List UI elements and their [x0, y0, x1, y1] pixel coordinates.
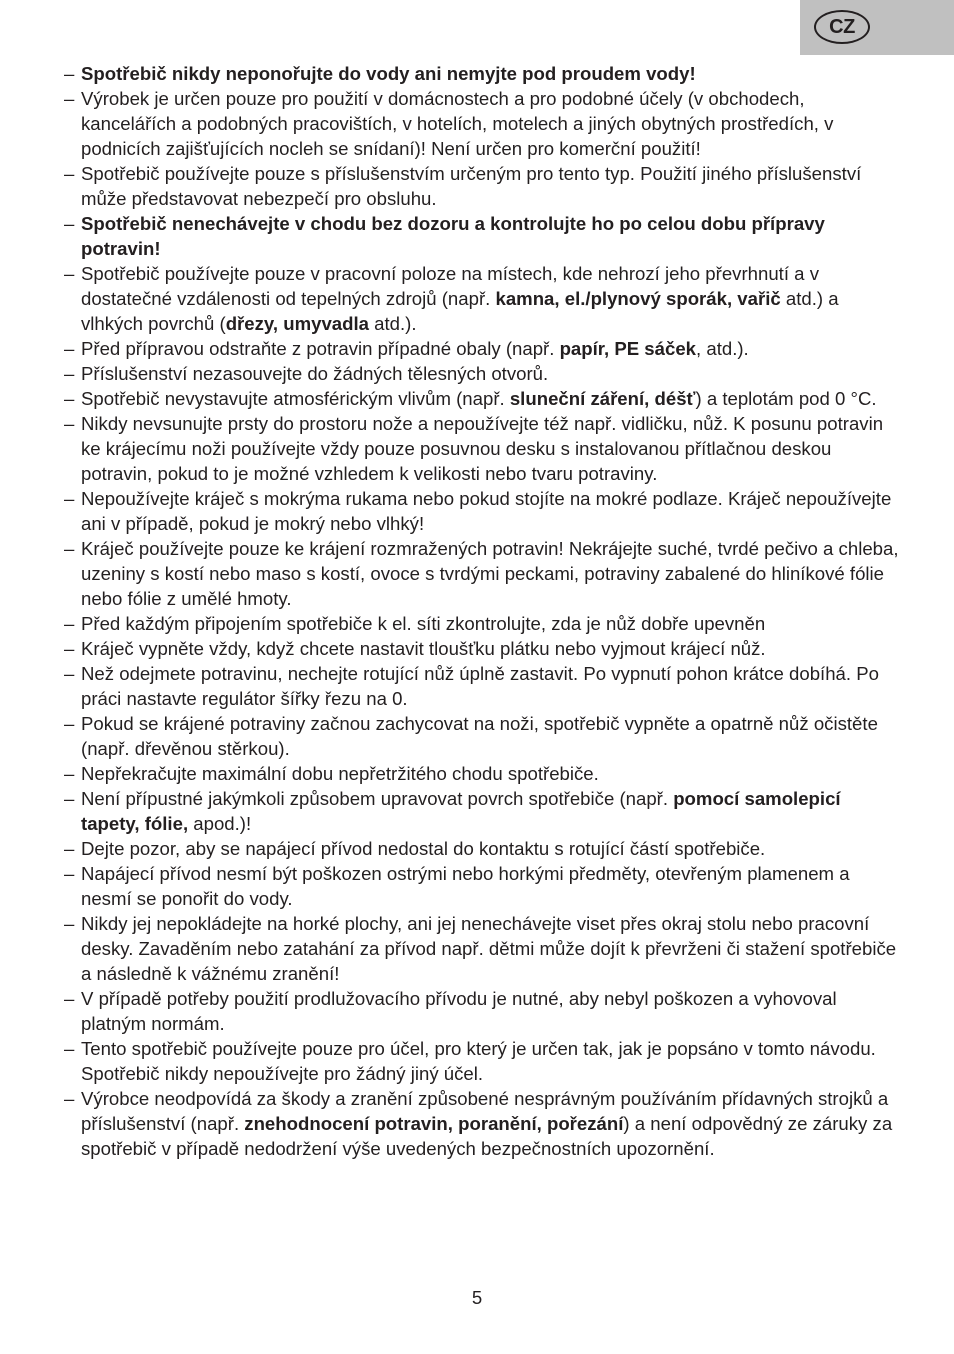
text-segment: Tento spotřebič používejte pouze pro účel, pro který je určen tak, jak je popsáno v tomto návodu. Spotřebič nikdy nepoužívejte pro žádný jiný účel.	[81, 1038, 876, 1084]
bullet-dash: –	[64, 63, 75, 84]
list-item	[64, 1036, 904, 1086]
safety-instructions-list	[64, 61, 904, 1161]
list-item	[64, 411, 904, 486]
bold-text: znehodnocení potravin, poranění, pořezání	[244, 1113, 624, 1134]
text-segment: Spotřebič používejte pouze s příslušenstvím určeným pro tento typ. Použití jiného příslušenství může představovat nebezpečí pro obsluhu.	[81, 163, 862, 209]
list-item	[64, 786, 904, 836]
text-segment: V případě potřeby použití prodlužovacího přívodu je nutné, aby nebyl poškozen a vyhovoval platným normám.	[81, 988, 837, 1034]
bold-text: dřezy, umyvadla	[225, 313, 369, 334]
bullet-dash: –	[64, 538, 75, 559]
list-item	[64, 836, 904, 861]
text-segment: Není přípustné jakýmkoli způsobem upravovat povrch spotřebiče (např.	[81, 788, 674, 809]
bullet-dash: –	[64, 913, 75, 934]
text-segment: , atd.).	[696, 338, 749, 359]
list-item	[64, 1086, 904, 1161]
bold-text: papír, PE sáček	[559, 338, 697, 359]
bullet-dash: –	[64, 413, 75, 434]
bullet-dash: –	[64, 1038, 75, 1059]
bold-text: Spotřebič nenechávejte v chodu bez dozoru a kontrolujte ho po celou dobu přípravy potravin!	[81, 213, 825, 259]
text-segment: Výrobce neodpovídá za škody a zranění způsobené nesprávným používáním přídavných strojků a příslušenství (např.	[81, 1088, 889, 1134]
text-segment: apod.)!	[188, 813, 252, 834]
text-segment: Před přípravou odstraňte z potravin případné obaly (např.	[81, 338, 560, 359]
list-item	[64, 486, 904, 536]
bullet-dash: –	[64, 838, 75, 859]
bold-text: pomocí samolepicí tapety, fólie,	[81, 788, 841, 834]
bullet-dash: –	[64, 788, 75, 809]
list-item	[64, 61, 904, 86]
text-segment: atd.) a vlhkých povrchů (	[81, 288, 839, 334]
list-item	[64, 261, 904, 336]
list-item	[64, 386, 904, 411]
language-badge: CZ	[814, 10, 870, 44]
bullet-dash: –	[64, 338, 75, 359]
text-segment: ) a teplotám pod 0 °C.	[695, 388, 877, 409]
bullet-dash: –	[64, 88, 75, 109]
bold-text: sluneční záření, déšť	[509, 388, 696, 409]
bullet-dash: –	[64, 988, 75, 1009]
text-segment: Napájecí přívod nesmí být poškozen ostrými nebo horkými předměty, otevřeným plamenem a nesmí se ponořit do vody.	[81, 863, 850, 909]
bold-text: kamna, el./plynový sporák, vařič	[495, 288, 781, 309]
text-segment: Pokud se krájené potraviny začnou zachycovat na noži, spotřebič vypněte a opatrně nůž očistěte (např. dřevěnou stěrkou).	[81, 713, 878, 759]
bullet-dash: –	[64, 613, 75, 634]
bullet-dash: –	[64, 388, 75, 409]
bullet-dash: –	[64, 638, 75, 659]
list-item	[64, 161, 904, 211]
list-item	[64, 86, 904, 161]
bullet-dash: –	[64, 1088, 75, 1109]
bold-text: Spotřebič nikdy neponořujte do vody ani nemyjte pod proudem vody!	[81, 63, 696, 84]
bullet-dash: –	[64, 713, 75, 734]
list-item	[64, 661, 904, 711]
language-tab	[800, 0, 954, 55]
text-segment: Před každým připojením spotřebiče k el. síti zkontrolujte, zda je nůž dobře upevněn	[81, 613, 766, 634]
list-item	[64, 536, 904, 611]
text-segment: Nepřekračujte maximální dobu nepřetržitého chodu spotřebiče.	[81, 763, 599, 784]
list-item	[64, 211, 904, 261]
text-segment: Spotřebič nevystavujte atmosférickým vlivům (např.	[81, 388, 510, 409]
list-item	[64, 361, 904, 386]
text-segment: Kráječ vypněte vždy, když chcete nastavit tloušťku plátku nebo vyjmout krájecí nůž.	[81, 638, 766, 659]
list-item	[64, 611, 904, 636]
text-segment: ) a není odpovědný ze záruky za spotřebič v případě nedodržení výše uvedených bezpečnostních upozornění.	[81, 1113, 893, 1159]
bullet-dash: –	[64, 213, 75, 234]
text-segment: Nikdy nevsunujte prsty do prostoru nože a nepoužívejte též např. vidličku, nůž. K posunu potravin ke krájecímu noži používejte vždy pouze posuvnou desku s instalovanou přítlačnou deskou potravin, pokud to je možné vzhledem k velikosti nebo tvaru potraviny.	[81, 413, 884, 484]
list-item	[64, 761, 904, 786]
bullet-dash: –	[64, 488, 75, 509]
bullet-dash: –	[64, 763, 75, 784]
list-item	[64, 986, 904, 1036]
bullet-dash: –	[64, 663, 75, 684]
bullet-dash: –	[64, 863, 75, 884]
list-item	[64, 711, 904, 761]
list-item	[64, 636, 904, 661]
text-segment: Nepoužívejte kráječ s mokrýma rukama nebo pokud stojíte na mokré podlaze. Kráječ nepoužívejte ani v případě, pokud je mokrý nebo vlhký!	[81, 488, 892, 534]
page-number: 5	[471, 1287, 483, 1308]
bullet-dash: –	[64, 263, 75, 284]
text-segment: Dejte pozor, aby se napájecí přívod nedostal do kontaktu s rotující částí spotřebiče.	[81, 838, 766, 859]
list-item	[64, 911, 904, 986]
list-item	[64, 861, 904, 911]
bullet-dash: –	[64, 163, 75, 184]
text-segment: Příslušenství nezasouvejte do žádných tělesných otvorů.	[81, 363, 549, 384]
text-segment: Kráječ používejte pouze ke krájení rozmražených potravin! Nekrájejte suché, tvrdé pečivo a chleba, uzeniny s kostí nebo maso s kostí, ovoce s tvrdými peckami, potraviny zabalené do hliníkové fólie nebo fólie z umělé hmoty.	[81, 538, 899, 609]
text-segment: Nikdy jej nepokládejte na horké plochy, ani jej nenechávejte viset přes okraj stolu nebo pracovní desky. Zavaděním nebo zatahání za přívod např. dětmi může dojít k převrženi či stažení spotřebiče a následně k vážnému zranění!	[81, 913, 897, 984]
text-segment: Než odejmete potravinu, nechejte rotující nůž úplně zastavit. Po vypnutí pohon krátce dobíhá. Po práci nastavte regulátor šířky řezu na 0.	[81, 663, 879, 709]
list-item	[64, 336, 904, 361]
text-segment: atd.).	[369, 313, 417, 334]
bullet-dash: –	[64, 363, 75, 384]
text-segment: Spotřebič používejte pouze v pracovní poloze na místech, kde nehrozí jeho převrhnutí a v dostatečné vzdálenosti od tepelných zdrojů (např.	[81, 263, 819, 309]
text-segment: Výrobek je určen pouze pro použití v domácnostech a pro podobné účely (v obchodech, kancelářích a podobných pracovištích, v hotelích, motelech a jiných obytných prostředích, v podnicích zajišťujících nocleh se snídaní)! Není určen pro komerční použití!	[81, 88, 834, 159]
